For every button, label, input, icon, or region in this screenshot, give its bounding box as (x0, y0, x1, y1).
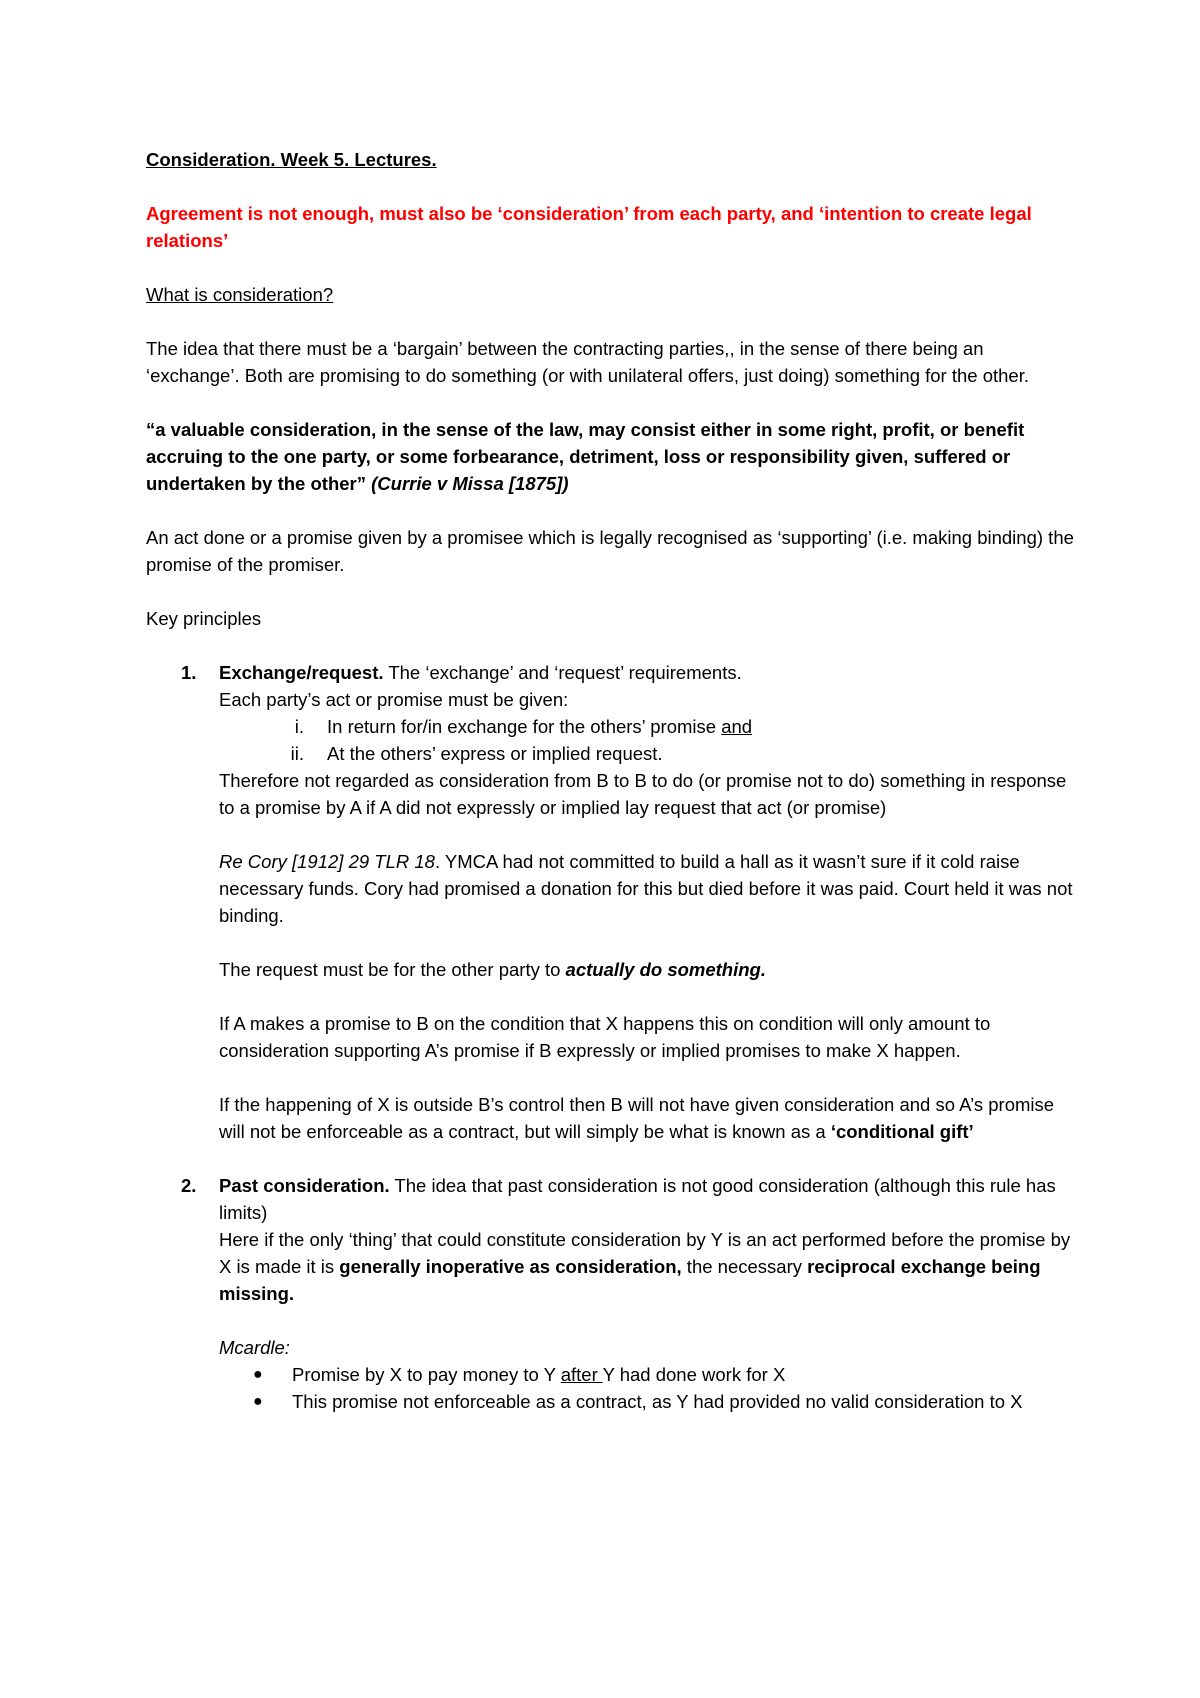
case-re-cory (219, 848, 1076, 929)
principle-heading (219, 1172, 1076, 1226)
request-text: The request must be for the other party to (219, 959, 566, 980)
document-title: Consideration. Week 5. Lectures. (146, 149, 437, 170)
paragraph-condition: If A makes a promise to B on the condition that X happens this on condition will only amount to consideration supporting A’s promise if B expressly or implied promises to make X happen. (219, 1013, 991, 1061)
sub-list (219, 713, 1076, 767)
principles-list (146, 659, 1076, 1415)
case-mcardle: Mcardle: (219, 1337, 290, 1358)
case-citation: Re Cory [1912] 29 TLR 18 (219, 851, 435, 872)
paragraph-therefore: Therefore not regarded as consideration from B to B to do (or promise not to do) something in response to a promise by A if A did not expressly or implied lay request that act (or promise) (219, 770, 1067, 818)
intro-highlight: Agreement is not enough, must also be ‘consideration’ from each party, and ‘intention to create legal relations’ (146, 203, 1032, 251)
bullet-text: This promise not enforceable as a contract, as Y had provided no valid consideration to X (292, 1391, 1023, 1412)
bullet-text-end: Y had done work for X (602, 1364, 786, 1385)
sub-item-text: In return for/in exchange for the others’ promise (327, 716, 722, 737)
sub-item-text: At the others’ express or implied request. (327, 743, 663, 764)
bullet-text: Promise by X to pay money to Y (292, 1364, 561, 1385)
section-heading-what-is-consideration: What is consideration? (146, 284, 334, 305)
list-number: 1. (181, 662, 197, 683)
bullet-underlined: after (560, 1364, 603, 1385)
bullet-icon: ● (253, 1366, 263, 1383)
principle-item-past-consideration (146, 1172, 1076, 1415)
sub-item-underlined: and (721, 716, 753, 737)
principle-title: Exchange/request. (219, 662, 384, 683)
sub-item (219, 740, 1076, 767)
principle-subtitle: The idea that past consideration is not good consideration (although this rule has limits) (219, 1175, 1056, 1223)
here-text: Here if the only ‘thing’ that could constitute consideration by Y is an act performed before the promise by X is made it is (219, 1229, 1071, 1277)
sub-item-number: ii. (290, 743, 304, 764)
quote-paragraph (146, 416, 1076, 497)
case-text: . YMCA had not committed to build a hall as it wasn’t sure if it cold raise necessary funds. Cory had promised a donation for this but died before it was paid. Court held it was not binding. (219, 851, 1073, 926)
section-heading-key-principles: Key principles (146, 608, 262, 629)
sub-item-number: i. (294, 716, 304, 737)
bullet-list (219, 1361, 1076, 1415)
sub-item (219, 713, 1076, 740)
conditional-text: If the happening of X is outside B’s control then B will not have given consideration and so A’s promise will not be enforceable as a contract, but will simply be what is known as a (219, 1094, 1055, 1142)
principle-heading (219, 659, 1076, 686)
bullet-item (219, 1361, 1076, 1388)
here-mid: the necessary (681, 1256, 808, 1277)
principle-item-exchange (146, 659, 1076, 1145)
quote-citation: (Currie v Missa [1875]) (365, 473, 569, 494)
paragraph-definition: An act done or a promise given by a promisee which is legally recognised as ‘supporting’ (i.e. making binding) the promise of the promiser. (146, 527, 1074, 575)
principle-title: Past consideration. (219, 1175, 390, 1196)
list-number: 2. (181, 1175, 197, 1196)
principle-line: Each party’s act or promise must be given: (219, 689, 569, 710)
here-emphasis-2: reciprocal exchange being missing. (219, 1256, 1041, 1304)
principle-subtitle: The ‘exchange’ and ‘request’ requirements. (383, 662, 742, 683)
request-emphasis: actually do something. (565, 959, 766, 980)
here-emphasis-1: generally inoperative as consideration, (339, 1256, 682, 1277)
paragraph-bargain: The idea that there must be a ‘bargain’ between the contracting parties,, in the sense of there being an ‘exchange’. Both are promising to do something (or with unilateral offers, just doing) something for the other. (146, 338, 1030, 386)
paragraph-request (219, 956, 1076, 983)
document-body (146, 146, 1076, 1442)
paragraph-conditional-gift (219, 1091, 1076, 1145)
paragraph-here (219, 1226, 1076, 1307)
conditional-gift-term: ‘conditional gift’ (830, 1121, 974, 1142)
quote-text: “a valuable consideration, in the sense of the law, may consist either in some right, profit, or benefit accruing to the one party, or some forbearance, detriment, loss or responsibility given, suffered or undertaken by the other” (146, 419, 1025, 494)
bullet-item (219, 1388, 1076, 1415)
bullet-icon: ● (253, 1393, 263, 1410)
